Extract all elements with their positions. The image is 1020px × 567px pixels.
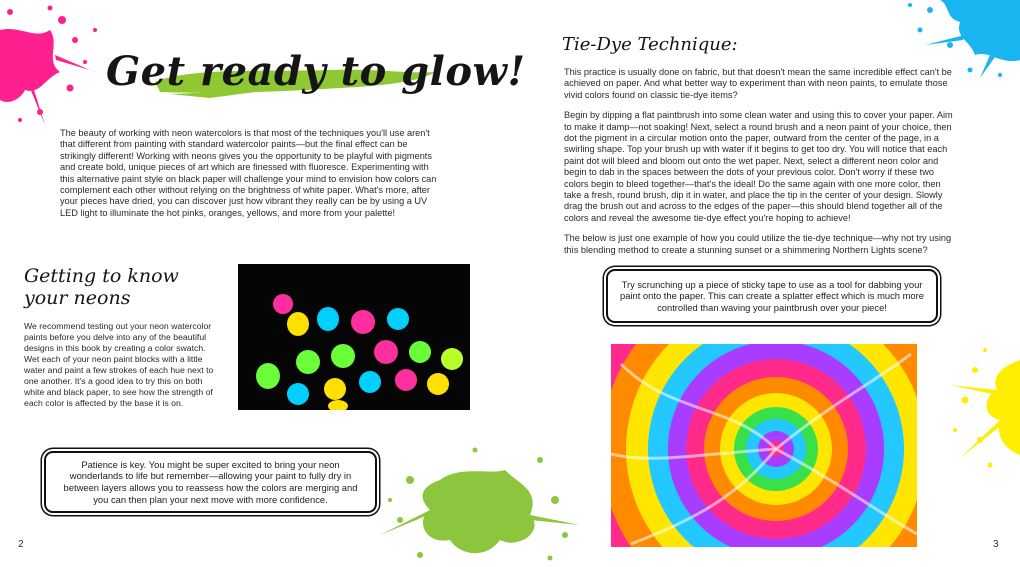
sticky-tape-tip-text: Try scrunching up a piece of sticky tape to use as a tool for dabbing your paint onto the paper. This can create a splatter effect which is much more controlled than waving your paintbrush over your piece! — [620, 278, 924, 313]
section-body — [24, 321, 220, 409]
green-splatter-decoration — [380, 440, 580, 567]
patience-tip-text: Patience is key. You might be super excited to bring your neon wonderlands to life but remember—allowing your paint to fully dry in between layers allows you to reassess how the colors are merging and you can then plan your next move with more confidence. — [63, 458, 358, 505]
section-body-text: We recommend testing out your neon watercolor paints before you delve into any of the beautiful designs in this book by creating a color swatch. Wet each of your neon paint blocks with a little water and paint a few strokes of each hue next to one another. It's a good idea to try this on both white and black paper, to see how the strength of each color is affected by the base it is on. — [24, 321, 214, 408]
tie-dye-body — [564, 67, 960, 256]
intro-text: The beauty of working with neon watercolors is that most of the techniques you'll use aren't that different from painting with standard watercolor paints—but the final effect can be strikingly different! Working with neons gives you the opportunity to be playful with pigments and create bold, unique pieces of art which are finessed with fluoresce. Experimenting with this alternative paint style on black paper will challenge your mind to envision how colors can complement each other without relying on the brightness of white paper. What's more, after your pieces have dried, you can discover just how vibrant they really can be by using a UV LED light to illuminate the hot pinks, oranges, yellows, and more from your palette! — [60, 128, 437, 218]
section-heading-line1: Getting to know — [24, 265, 179, 287]
tie-dye-photo — [611, 344, 917, 547]
tie-dye-para-1: This practice is usually done on fabric, but that doesn't mean the same incredible effect can't be achieved on paper. And what better way to experiment than with neon paints, to emulate those vivid colors found on classic tie-dye items? — [564, 67, 952, 100]
section-heading — [24, 265, 179, 309]
page-number-left: 2 — [18, 539, 24, 550]
yellow-splatter-decoration — [935, 340, 1020, 470]
page-number-right: 3 — [993, 539, 999, 550]
tie-dye-heading: Tie-Dye Technique: — [562, 34, 738, 55]
intro-paragraph — [60, 128, 442, 219]
tie-dye-spiral — [611, 344, 917, 547]
section-heading-line2: your neons — [24, 287, 131, 309]
tie-dye-para-3: The below is just one example of how you could utilize the tie-dye technique—why not try using this blending method to create a stunning sunset or a shimmering Northern Lights scene? — [564, 233, 952, 255]
neon-swatch-photo — [238, 264, 470, 410]
tie-dye-para-2: Begin by dipping a flat paintbrush into some clean water and using this to cover your paper. Aim to make it damp—not soaking! Next, select a round brush and a neon paint of your choice, then dot the pigment in a circular motion onto the paper, outward from the center of the page, in a swirling shape. Top your brush up with water if it begins to get too dry. You will notice that each paint dot will bleed and bloom out onto the wet paper. Next, select a different neon color and begin to dab in the spaces between the dots of your previous color. Don't worry if these two colors begin to bleed together—that's the ideal! Do the same again with one more color, then take a fresh, round brush, dip it in water, and place the tip in the center of your design. Slowly drag the brush out and across to the edges of the paper—this should blend together all of the colors and reveal the awesome tie-dye effect you're hoping to achieve! — [564, 110, 953, 223]
page-title: Get ready to glow! — [106, 48, 526, 95]
patience-tip-box — [44, 451, 377, 513]
sticky-tape-tip-box — [606, 269, 938, 323]
